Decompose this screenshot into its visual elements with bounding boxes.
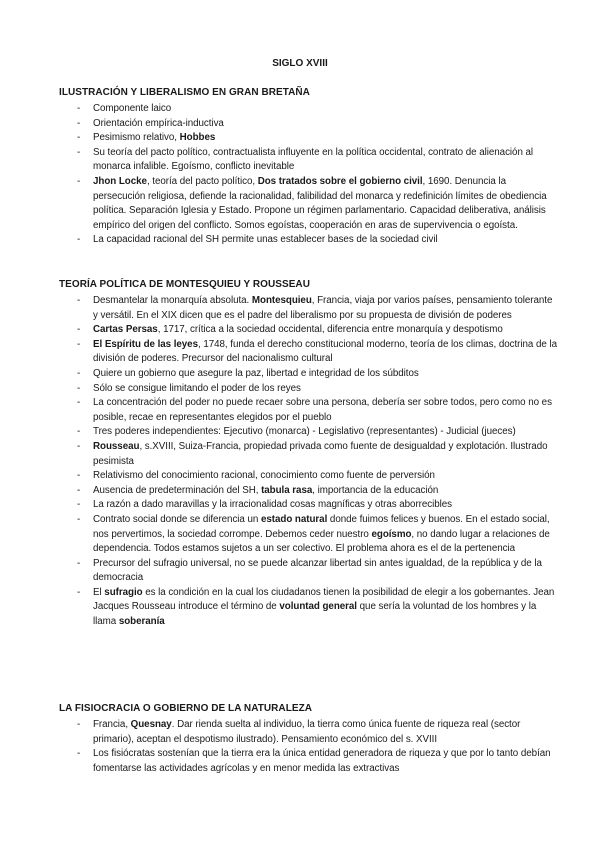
text-run: Francia, xyxy=(93,719,131,730)
text-run: Ausencia de predeterminación del SH, xyxy=(93,484,262,496)
list-item xyxy=(59,323,559,338)
text-run: es la condición en la cual los ciudadanos tienen la posibilidad de elegir a los gobernantes. Jean Jacques Rousseau introduce el término de xyxy=(93,586,555,613)
bold-term: Jhon Locke xyxy=(93,175,147,187)
bold-term: Cartas Persas xyxy=(93,324,158,336)
list-item xyxy=(59,469,559,484)
text-run: Sólo se consigue limitando el poder de los reyes xyxy=(93,382,301,394)
bold-term: egoísmo xyxy=(371,528,412,540)
text-run: , no dando lugar a relaciones de dependencia. Todos estamos sujetos a un ser colectivo. El problema ahora es el de la pertenencia xyxy=(93,528,550,555)
list-item xyxy=(59,396,559,425)
bullet-list xyxy=(59,294,559,630)
text-run: , 1717, crítica a la sociedad occidental, diferencia entre monarquía y despotismo xyxy=(157,324,503,336)
text-run: que sería la voluntad de los hombres y la llama xyxy=(93,601,537,628)
section-fisiocracia xyxy=(59,702,559,776)
list-item xyxy=(59,382,559,397)
text-run: , s.XVIII, Suiza-Francia, propiedad privada como fuente de desigualdad y explotación. Ilustrado pesimista xyxy=(93,440,548,467)
list-item xyxy=(59,440,559,469)
bold-term: Montesquieu xyxy=(251,295,312,306)
text-run: La capacidad racional del SH permite unas establecer bases de la sociedad civil xyxy=(93,234,438,246)
text-run: Quiere un gobierno que asegure la paz, libertad e integridad de los súbditos xyxy=(93,367,419,379)
text-run: Su teoría del pacto político, contractualista influyente en la política occidental, contrato de alienación al monarca infalible. Egoísmo, conflicto inevitable xyxy=(93,146,534,173)
text-run: , Francia, viaja por varios países, pensamiento tolerante y versátil. En el XIX dicen que es el padre del liberalismo por su propuesta de división de poderes xyxy=(93,295,553,321)
bold-term: tabula rasa xyxy=(261,484,313,496)
text-run: La concentración del poder no puede recaer sobre una persona, debería ser sobre todos, pero como no es posible, recae en representantes elegidos por el pueblo xyxy=(93,397,552,423)
list-item xyxy=(59,146,559,175)
bold-term: Dos tratados sobre el gobierno civil xyxy=(257,175,423,187)
section-heading: TEORÍA POLÍTICA DE MONTESQUIEU Y ROUSSEAU xyxy=(59,279,310,290)
bold-term: Rousseau xyxy=(93,440,140,452)
bold-term: soberanía xyxy=(118,616,165,628)
text-run: , teoría del pacto político, xyxy=(146,175,258,187)
text-run: La razón a dado maravillas y la irracionalidad cosas magníficas y otras aborrecibles xyxy=(93,499,453,511)
bold-term: Hobbes xyxy=(179,132,216,144)
list-item xyxy=(59,557,559,586)
text-run: . Dar rienda suelta al individuo, la tierra como única fuente de riqueza real (sector primario), aceptan el despotismo ilustrado). Pensamiento económico del s. XVIII xyxy=(93,719,521,745)
bold-term: Quesnay xyxy=(130,719,172,730)
text-run: Tres poderes independientes: Ejecutivo (monarca) - Legislativo (representantes) - Judicial (jueces) xyxy=(93,426,516,438)
text-run: donde fuimos felices y buenos. En el estado social, nos pervertimos, la sociedad corrompe. Debemos ceder nuestro xyxy=(93,513,550,540)
text-run: , 1690. Denuncia la persecución religiosa, defiende la racionalidad, falibilidad del monarca y redefinición límites de obediencia política. Separación Iglesia y Estado. Propone un régimen parlamentario. Capacidad deliberativa, análisis empírico del origen del conflicto. Somos egoístas, cooperación en aras de supervivencia o egoísta. xyxy=(93,175,547,231)
list-item xyxy=(59,513,559,557)
list-item xyxy=(59,294,559,323)
section-montesquieu-rousseau xyxy=(59,278,559,630)
text-run: Relativismo del conocimiento racional, conocimiento como fuente de perversión xyxy=(93,470,435,482)
list-item xyxy=(59,117,559,132)
text-run: , importancia de la educación xyxy=(312,484,439,496)
list-item xyxy=(59,233,559,248)
list-item xyxy=(59,175,559,233)
list-item xyxy=(59,586,559,630)
section-heading: ILUSTRACIÓN Y LIBERALISMO EN GRAN BRETAÑA xyxy=(59,87,310,98)
page-title: SIGLO XVIII xyxy=(272,58,328,69)
text-run: Pesimismo relativo, xyxy=(93,132,180,144)
bullet-list xyxy=(59,718,559,776)
list-item xyxy=(59,131,559,146)
bold-term: sufragio xyxy=(104,586,143,598)
bullet-list xyxy=(59,102,559,248)
bold-term: voluntad general xyxy=(279,601,357,613)
list-item xyxy=(59,484,559,499)
list-item xyxy=(59,718,559,747)
text-run: Componente laico xyxy=(93,103,172,114)
text-run: Contrato social donde se diferencia un xyxy=(93,513,261,525)
list-item xyxy=(59,338,559,367)
list-item xyxy=(59,367,559,382)
section-ilustracion xyxy=(59,86,559,248)
list-item xyxy=(59,102,559,117)
bold-term: estado natural xyxy=(260,513,328,525)
text-run: Precursor del sufragio universal, no se puede alcanzar libertad sin antes igualdad, de la república y de la democracia xyxy=(93,557,542,584)
text-run: El xyxy=(93,586,105,598)
bold-term: El Espíritu de las leyes xyxy=(93,338,198,350)
text-run: , 1748, funda el derecho constitucional moderno, teoría de los climas, doctrina de la división de poderes. Precursor del nacionalismo cultural xyxy=(93,338,557,365)
text-run: Desmantelar la monarquía absoluta. xyxy=(93,295,252,306)
list-item xyxy=(59,498,559,513)
text-run: Los fisiócratas sostenían que la tierra era la única entidad generadora de riqueza y que por lo tanto debían fomentarse las actividades agrícolas y en menor medida las extractivas xyxy=(93,748,551,774)
list-item xyxy=(59,425,559,440)
list-item xyxy=(59,747,559,776)
text-run: Orientación empírica-inductiva xyxy=(93,117,224,129)
section-heading: LA FISIOCRACIA O GOBIERNO DE LA NATURALEZA xyxy=(59,703,313,714)
